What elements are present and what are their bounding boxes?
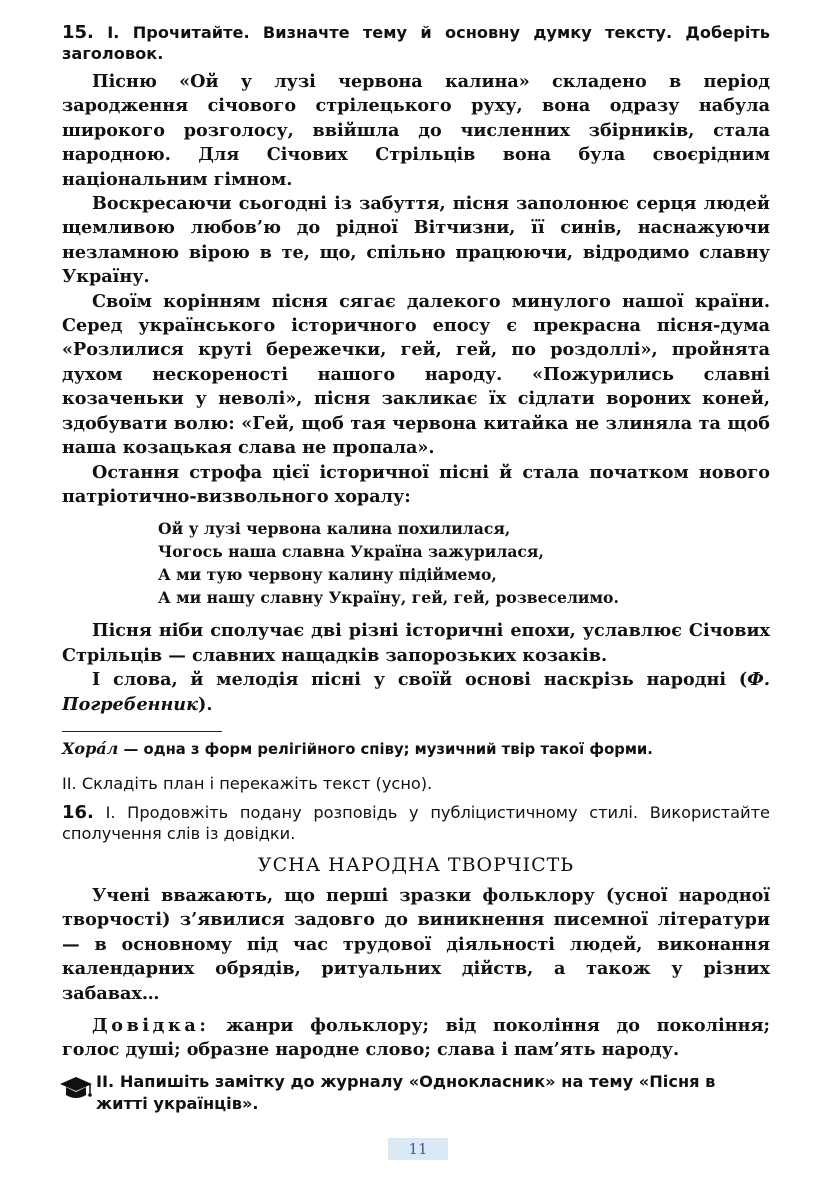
task-instruction-text: І. Продовжіть подану розповідь у публіцистичному стилі. Використайте сполучення слів із довідки. (62, 802, 770, 843)
paragraph: Учені вважають, що перші зразки фольклору (усної народної творчості) з’явилися задовго до виникнення писемної літератури — в основному під час трудової діяльності людей, виконання календарних обрядів, ритуальних дійств, а також у різних забавах… (62, 884, 770, 1004)
paragraph: Пісня ніби сполучає дві різні історичні епохи, уславлює Січових Стрільців — славних нащадків запорозьких козаків. (62, 620, 770, 666)
task-part-label: І. (107, 23, 120, 42)
reference-text: жанри фольклору; від покоління до покоління; голос душі; образне народне слово; слава і пам’ять народу. (62, 1014, 770, 1061)
task-15-instruction (62, 22, 770, 64)
reference-note (62, 1014, 770, 1063)
task-instruction-text: ІІ. Напишіть замітку до журналу «Однокласник» на тему «Пісня в житті українців». (96, 1071, 716, 1113)
poem-line: А ми тую червону калину підіймемо, (158, 565, 497, 585)
paragraph: Воскресаючи сьогодні із забуття, пісня заполонює серця людей щемливою любов’ю до рідної Вітчизни, її синів, наснажуючи незламною вірою в те, що, спільно працюючи, відродимо славну Україну. (62, 193, 770, 288)
paragraph: Своїм корінням пісня сягає далекого минулого нашої країни. Серед українського історичного епосу є прекрасна пісня-дума «Розлилися круті бережечки, гей, гей, по роздоллі», пройнята духом нескореності нашого народу. «Пожурились славні козаченьки у неволі», пісня закликає їх сідлати вороних коней, здобувати волю: «Гей, щоб тая червона китайка не злиняла та щоб наша козацькая слава не пропала». (62, 290, 770, 459)
task-15-part-2: ІІ. Складіть план і перекажіть текст (усно). (62, 773, 433, 793)
task-16-instruction (62, 802, 770, 844)
graduation-cap-icon (58, 1075, 96, 1105)
paragraph-with-author (62, 668, 770, 717)
poem-stanza (158, 517, 770, 609)
paragraph: Остання строфа цієї історичної пісні й стала початком нового патріотично-визвольного хоралу: (62, 461, 770, 507)
paragraph-text: І слова, й мелодія пісні у своїй основі наскрізь народні ( (92, 669, 748, 691)
poem-line: Чогось наша славна Україна зажурилася, (158, 542, 544, 562)
author-name: Ф. Погребенник (62, 669, 770, 715)
task-number: 15. (62, 22, 94, 43)
paragraph: Пісню «Ой у лузі червона калина» складено в період зародження січового стрілецького руху, вона одразу набула широкого розголосу, ввійшла до численних збірників, стала народною. Для Січових Стрільців вона була своєрідним національним гімном. (62, 71, 770, 190)
section-heading: УСНА НАРОДНА ТВОРЧІСТЬ (257, 853, 575, 876)
poem-line: А ми нашу славну Україну, гей, гей, розвеселимо. (158, 588, 619, 608)
paragraph-end: ). (198, 693, 213, 715)
task-number: 16. (62, 801, 94, 823)
footnote-definition: — одна з форм релігійного співу; музичний твір такої форми. (118, 740, 653, 758)
poem-line: Ой у лузі червона калина похилилася, (158, 519, 511, 539)
task-16-part-2 (62, 1071, 770, 1115)
page-number: 11 (388, 1138, 448, 1160)
footnote-divider (62, 731, 222, 732)
footnote (62, 738, 770, 761)
task-instruction-text: Прочитайте. Визначте тему й основну думку тексту. Доберіть заголовок. (62, 23, 770, 63)
footnote-term: Хора́л (62, 738, 119, 758)
reference-label: Довідка: (92, 1014, 210, 1036)
